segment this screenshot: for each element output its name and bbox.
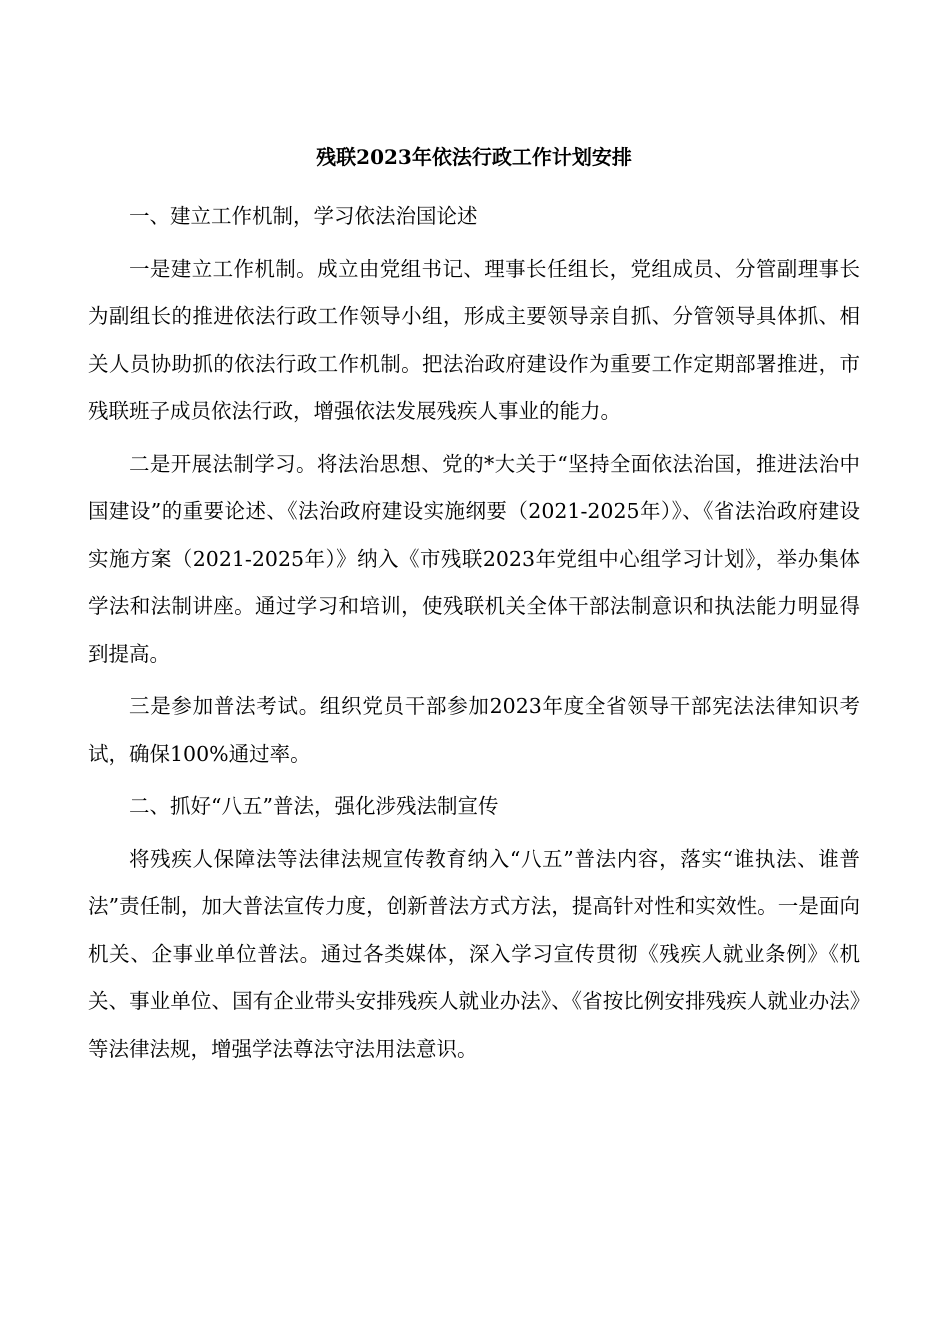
section-2-heading: 二、抓好“八五”普法，强化涉残法制宣传 (129, 794, 499, 818)
paragraph-2: 二是开展法制学习。将法治思想、党的*大关于“坚持全面依法治国，推进法治中国建设”的重要论述、《法治政府建设实施纲要（2021-2025年）》、《省法治政府建设实施方案（2021-2025年）》纳入《市残联2023年党组中心组学习计划》，举办集体学法和法制讲座。通过学习和培训，使残联机关全体干部法制意识和执法能力明显得到提高。 (88, 451, 860, 666)
paragraph-3: 三是参加普法考试。组织党员干部参加2023年度全省领导干部宪法法律知识考试，确保100%通过率。 (88, 694, 860, 766)
paragraph-1: 一是建立工作机制。成立由党组书记、理事长任组长，党组成员、分管副理事长为副组长的推进依法行政工作领导小组，形成主要领导亲自抓、分管领导具体抓、相关人员协助抓的依法行政工作机制。把法治政府建设作为重要工作定期部署推进，市残联班子成员依法行政，增强依法发展残疾人事业的能力。 (88, 256, 860, 423)
paragraph-4: 将残疾人保障法等法律法规宣传教育纳入“八五”普法内容，落实“谁执法、谁普法”责任制，加大普法宣传力度，创新普法方式方法，提高针对性和实效性。一是面向机关、企事业单位普法。通过各类媒体，深入学习宣传贯彻《残疾人就业条例》《机关、事业单位、国有企业带头安排残疾人就业办法》、《省按比例安排残疾人就业办法》等法律法规，增强学法尊法守法用法意识。 (88, 846, 860, 1061)
section-1-heading: 一、建立工作机制，学习依法治国论述 (129, 204, 478, 228)
document-title: 残联2023年依法行政工作计划安排 (316, 145, 632, 169)
